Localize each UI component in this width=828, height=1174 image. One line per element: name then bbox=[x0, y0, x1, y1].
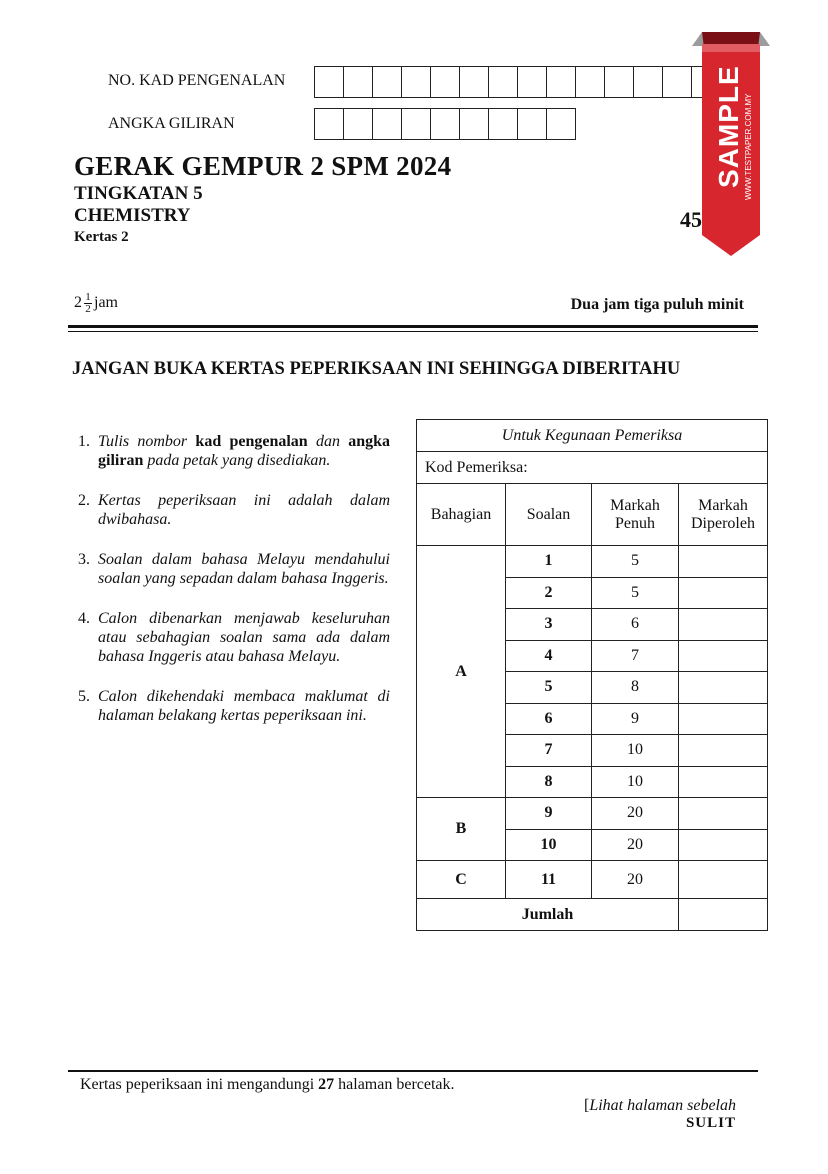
turn-digit-box[interactable] bbox=[518, 109, 547, 139]
col-markah-penuh bbox=[592, 484, 679, 546]
ic-digit-box[interactable] bbox=[315, 67, 344, 97]
total-label: Jumlah bbox=[417, 899, 679, 931]
instruction-fragment: Calon dibenarkan menjawab keseluruhan atau sebahagian soalan sama ada dalam bahasa Inggeris atau bahasa Melayu. bbox=[98, 610, 390, 665]
section-cell: C bbox=[417, 861, 506, 899]
instruction-text bbox=[98, 550, 390, 588]
top-rule-thin bbox=[68, 331, 758, 332]
examiner-table bbox=[416, 419, 768, 931]
paper-subject: CHEMISTRY bbox=[74, 205, 191, 226]
instruction-item bbox=[78, 687, 390, 725]
instruction-text bbox=[98, 609, 390, 666]
ic-digit-box[interactable] bbox=[460, 67, 489, 97]
question-number: 7 bbox=[506, 735, 592, 767]
paper-title: GERAK GEMPUR 2 SPM 2024 bbox=[74, 151, 452, 181]
instruction-emphasis: angka giliran bbox=[98, 433, 391, 469]
instructions-list bbox=[78, 432, 390, 746]
question-number: 11 bbox=[506, 861, 592, 899]
examiner-code-cell[interactable]: Kod Pemeriksa: bbox=[417, 452, 768, 484]
obtained-marks-cell[interactable] bbox=[679, 798, 768, 830]
duration-whole: 2 bbox=[74, 294, 82, 312]
paper-code: 45 bbox=[680, 207, 702, 232]
instruction-item bbox=[78, 491, 390, 529]
obtained-marks-cell[interactable] bbox=[679, 766, 768, 798]
ic-digit-box[interactable] bbox=[518, 67, 547, 97]
ic-digit-box[interactable] bbox=[489, 67, 518, 97]
turn-number-boxes[interactable] bbox=[314, 108, 576, 140]
ic-digit-box[interactable] bbox=[663, 67, 692, 97]
sulit-label: SULIT bbox=[685, 1115, 736, 1131]
fraction-denominator: 2 bbox=[85, 303, 91, 315]
instruction-fragment: Calon dikehendaki membaca maklumat di halaman belakang kertas peperiksaan ini. bbox=[98, 688, 390, 724]
question-number: 6 bbox=[506, 703, 592, 735]
duration-words: Dua jam tiga puluh minit bbox=[570, 296, 744, 313]
next-page-text: Lihat halaman sebelah bbox=[589, 1097, 736, 1114]
table-row bbox=[417, 861, 768, 899]
ic-digit-box[interactable] bbox=[344, 67, 373, 97]
ic-number-boxes[interactable] bbox=[314, 66, 721, 98]
question-number: 4 bbox=[506, 640, 592, 672]
ic-label: NO. KAD PENGENALAN bbox=[108, 72, 286, 89]
paper-number: Kertas 2 bbox=[74, 229, 129, 245]
instruction-text bbox=[98, 432, 390, 470]
ic-digit-box[interactable] bbox=[547, 67, 576, 97]
total-row bbox=[417, 899, 768, 931]
page-count-pre: Kertas peperiksaan ini mengandungi bbox=[80, 1076, 319, 1093]
instruction-text bbox=[98, 687, 390, 725]
full-marks: 8 bbox=[592, 672, 679, 704]
instruction-number: 5. bbox=[78, 688, 90, 705]
question-number: 8 bbox=[506, 766, 592, 798]
col-markah-penuh-line1: Markah bbox=[610, 496, 660, 514]
instruction-item bbox=[78, 609, 390, 666]
col-markah-diperoleh bbox=[679, 484, 768, 546]
question-number: 10 bbox=[506, 829, 592, 861]
turn-digit-box[interactable] bbox=[460, 109, 489, 139]
instruction-fragment: pada petak yang disediakan. bbox=[143, 452, 331, 469]
obtained-marks-cell[interactable] bbox=[679, 735, 768, 767]
instruction-item bbox=[78, 432, 390, 470]
page-count-number: 27 bbox=[318, 1076, 335, 1093]
instruction-fragment: dan bbox=[307, 433, 349, 450]
total-marks-cell[interactable] bbox=[679, 899, 768, 931]
full-marks: 20 bbox=[592, 798, 679, 830]
turn-digit-box[interactable] bbox=[402, 109, 431, 139]
footer-rule bbox=[68, 1070, 758, 1072]
ribbon-website-text: WWW.TESTPAPER.COM.MY bbox=[744, 93, 753, 200]
col-markah-diperoleh-line2: Diperoleh bbox=[691, 514, 755, 532]
paper-level: TINGKATAN 5 bbox=[74, 183, 203, 204]
instruction-emphasis: kad pengenalan bbox=[195, 433, 308, 450]
turn-digit-box[interactable] bbox=[547, 109, 575, 139]
ic-digit-box[interactable] bbox=[373, 67, 402, 97]
table-row bbox=[417, 798, 768, 830]
full-marks: 20 bbox=[592, 861, 679, 899]
question-number: 1 bbox=[506, 546, 592, 578]
full-marks: 6 bbox=[592, 609, 679, 641]
instruction-number: 4. bbox=[78, 610, 90, 627]
instruction-number: 3. bbox=[78, 551, 90, 568]
full-marks: 5 bbox=[592, 546, 679, 578]
col-markah-diperoleh-line1: Markah bbox=[698, 496, 748, 514]
obtained-marks-cell[interactable] bbox=[679, 640, 768, 672]
instruction-fragment: Soalan dalam bahasa Melayu mendahului soalan yang sepadan dalam bahasa Inggeris. bbox=[98, 551, 390, 587]
full-marks: 20 bbox=[592, 829, 679, 861]
instruction-number: 2. bbox=[78, 492, 90, 509]
instruction-fragment: Tulis nombor bbox=[98, 433, 196, 450]
top-rule-thick bbox=[68, 325, 758, 328]
turn-digit-box[interactable] bbox=[373, 109, 402, 139]
full-marks: 5 bbox=[592, 577, 679, 609]
section-cell: B bbox=[417, 798, 506, 861]
question-number: 9 bbox=[506, 798, 592, 830]
instruction-text bbox=[98, 491, 390, 529]
obtained-marks-cell[interactable] bbox=[679, 672, 768, 704]
fraction-numerator: 1 bbox=[85, 291, 91, 303]
duration-fraction bbox=[84, 292, 92, 315]
examiner-table-title: Untuk Kegunaan Pemeriksa bbox=[417, 420, 768, 452]
question-number: 2 bbox=[506, 577, 592, 609]
next-page-note bbox=[584, 1097, 736, 1115]
ic-digit-box[interactable] bbox=[402, 67, 431, 97]
obtained-marks-cell[interactable] bbox=[679, 703, 768, 735]
question-number: 3 bbox=[506, 609, 592, 641]
section-cell: A bbox=[417, 546, 506, 798]
full-marks: 9 bbox=[592, 703, 679, 735]
full-marks: 7 bbox=[592, 640, 679, 672]
turn-digit-box[interactable] bbox=[344, 109, 373, 139]
ic-digit-box[interactable] bbox=[576, 67, 605, 97]
question-number: 5 bbox=[506, 672, 592, 704]
next-page-bracket: [ bbox=[584, 1097, 590, 1114]
turn-label: ANGKA GILIRAN bbox=[108, 115, 235, 132]
obtained-marks-cell[interactable] bbox=[679, 609, 768, 641]
ribbon-sample-text: SAMPLE bbox=[713, 65, 744, 188]
warning-text: JANGAN BUKA KERTAS PEPERIKSAAN INI SEHINGGA DIBERITAHU bbox=[72, 359, 681, 379]
full-marks: 10 bbox=[592, 735, 679, 767]
page-count-post: halaman bercetak. bbox=[334, 1076, 455, 1093]
obtained-marks-cell[interactable] bbox=[679, 546, 768, 578]
col-bahagian: Bahagian bbox=[417, 484, 506, 546]
obtained-marks-cell[interactable] bbox=[679, 861, 768, 899]
turn-digit-box[interactable] bbox=[315, 109, 344, 139]
instruction-fragment: Kertas peperiksaan ini adalah dalam dwibahasa. bbox=[98, 492, 390, 528]
instruction-number: 1. bbox=[78, 433, 90, 450]
instruction-item bbox=[78, 550, 390, 588]
obtained-marks-cell[interactable] bbox=[679, 829, 768, 861]
col-markah-penuh-line2: Penuh bbox=[615, 514, 655, 532]
obtained-marks-cell[interactable] bbox=[679, 577, 768, 609]
sample-ribbon bbox=[692, 30, 770, 258]
duration-short bbox=[74, 292, 118, 315]
ic-digit-box[interactable] bbox=[605, 67, 634, 97]
table-row bbox=[417, 546, 768, 578]
full-marks: 10 bbox=[592, 766, 679, 798]
turn-digit-box[interactable] bbox=[489, 109, 518, 139]
ic-digit-box[interactable] bbox=[634, 67, 663, 97]
turn-digit-box[interactable] bbox=[431, 109, 460, 139]
duration-unit: jam bbox=[94, 294, 118, 312]
ic-digit-box[interactable] bbox=[431, 67, 460, 97]
page-count-note bbox=[80, 1076, 455, 1094]
col-soalan: Soalan bbox=[506, 484, 592, 546]
